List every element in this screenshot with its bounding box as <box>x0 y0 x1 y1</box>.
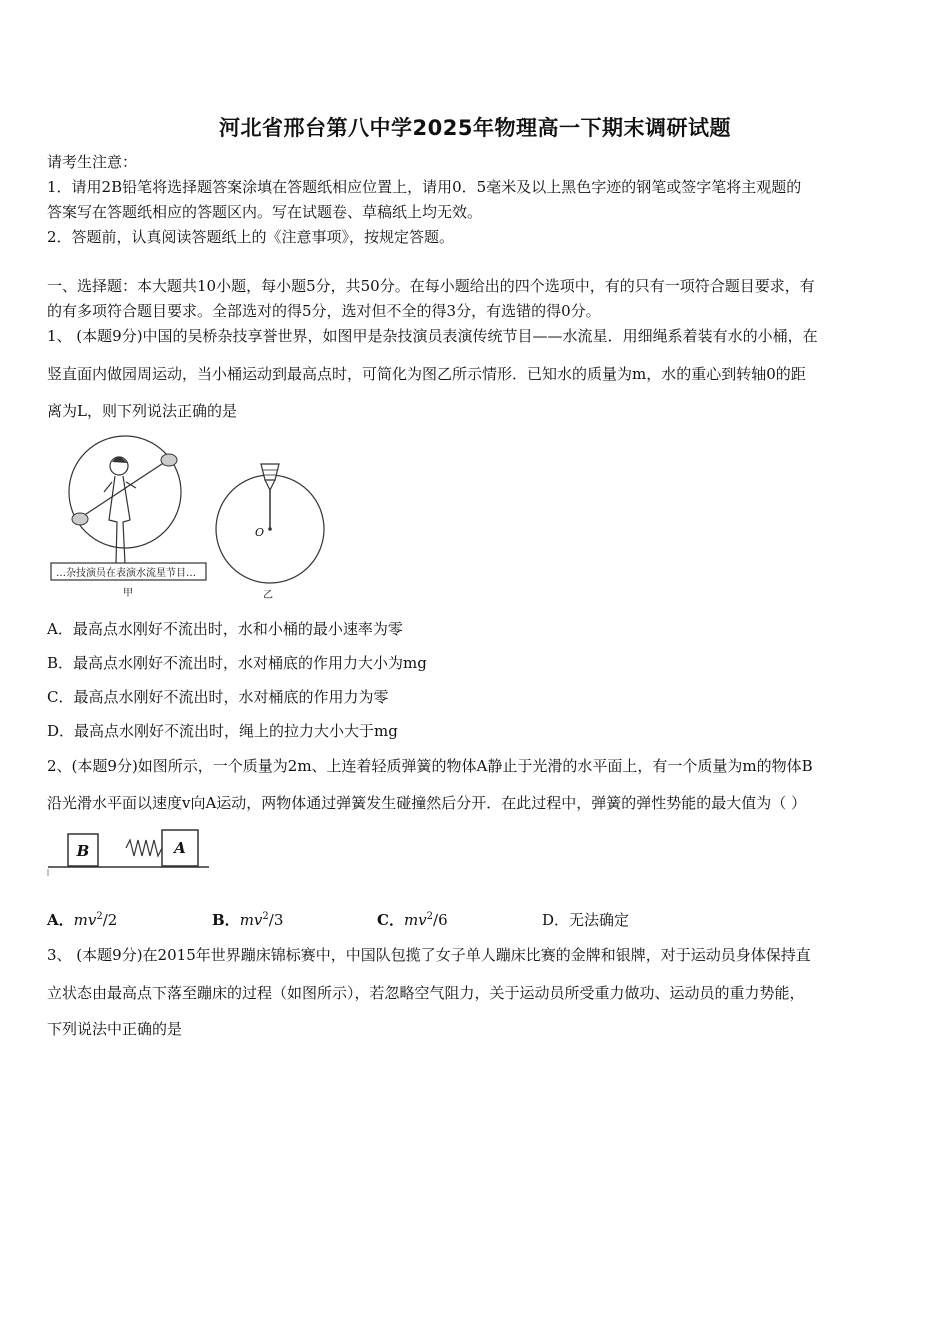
notice-heading: 请考生注意： <box>47 153 138 171</box>
question-3-text: 3、 (本题9分)在2015年世界蹦床锦标赛中，中国队包揽了女子单人蹦床比赛的金牌和银牌，对于运动员身体保持直 <box>47 946 811 964</box>
question-2-figure <box>46 826 216 880</box>
question-2-option-c[interactable]: C．$mv^2/6$ <box>377 911 448 929</box>
question-3-text-cont: 立状态由最高点下落至蹦床的过程（如图所示），若忽略空气阻力，关于运动员所受重力做功、运动员的重力势能， <box>47 984 805 1002</box>
page-title: 河北省邢台第八中学2025年物理高一下期末调研试题 <box>219 116 731 140</box>
question-2-options <box>47 910 747 930</box>
question-2-option-a[interactable]: A．$mv^2/2$ <box>47 911 118 929</box>
notice-item-1-cont: 答案写在答题纸相应的答题区内。写在试题卷、草稿纸上均无效。 <box>47 203 483 221</box>
question-1-option-c[interactable]: C．最高点水刚好不流出时，水对桶底的作用力为零 <box>47 688 389 706</box>
figure-yi-diagram <box>216 464 324 583</box>
question-1-figure <box>46 432 336 604</box>
question-2-option-d[interactable]: D．无法确定 <box>542 911 630 929</box>
spring <box>126 840 162 856</box>
section-instructions: 一、选择题：本大题共10小题，每小题5分，共50分。在每小题给出的四个选项中，有的只有一项符合题目要求，有 <box>47 277 815 295</box>
block-a-label: A <box>174 839 186 857</box>
question-1-option-d[interactable]: D．最高点水刚好不流出时，绳上的拉力大小大于mg <box>47 722 398 740</box>
figure-jia-label: 甲 <box>123 588 133 599</box>
question-2-option-b[interactable]: B．$mv^2/3$ <box>212 911 284 929</box>
question-1-text: 1、 (本题9分)中国的吴桥杂技享誉世界，如图甲是杂技演员表演传统节目——水流星．用细绳系着装有水的小桶，在 <box>47 327 818 345</box>
figure-yi-label: 乙 <box>263 590 273 601</box>
figure-jia-caption: …杂技演员在表演水流星节目… <box>56 568 196 579</box>
notice-item-1: 1．请用2B铅笔将选择题答案涂填在答题纸相应位置上，请用0．5毫米及以上黑色字迹的钢笔或签字笔将主观题的 <box>47 178 802 196</box>
figure-yi-center-label: O <box>255 526 265 539</box>
figure-jia-performer <box>69 436 181 564</box>
notice-item-2: 2．答题前，认真阅读答题纸上的《注意事项》，按规定答题。 <box>47 228 455 246</box>
question-3-text-cont2: 下列说法中正确的是 <box>47 1020 183 1038</box>
question-1-option-a[interactable]: A．最高点水刚好不流出时，水和小桶的最小速率为零 <box>47 620 403 638</box>
question-2-text: 2、(本题9分)如图所示，一个质量为2m、上连着轻质弹簧的物体A静止于光滑的水平面上，有一个质量为m的物体B <box>47 757 813 775</box>
question-1-option-b[interactable]: B．最高点水刚好不流出时，水对桶底的作用力大小为mg <box>47 654 427 672</box>
block-b-label: B <box>76 842 90 860</box>
question-1-text-cont2: 离为L，则下列说法正确的是 <box>47 402 237 420</box>
section-instructions-cont: 的有多项符合题目要求。全部选对的得5分，选对但不全的得3分，有选错的得0分。 <box>47 302 601 320</box>
question-1-text-cont: 竖直面内做园周运动，当小桶运动到最高点时，可简化为图乙所示情形．已知水的质量为m，水的重心到转轴0的距 <box>47 365 806 383</box>
question-2-text-cont: 沿光滑水平面以速度v向A运动，两物体通过弹簧发生碰撞然后分开．在此过程中，弹簧的弹性势能的最大值为（ ） <box>47 794 807 812</box>
